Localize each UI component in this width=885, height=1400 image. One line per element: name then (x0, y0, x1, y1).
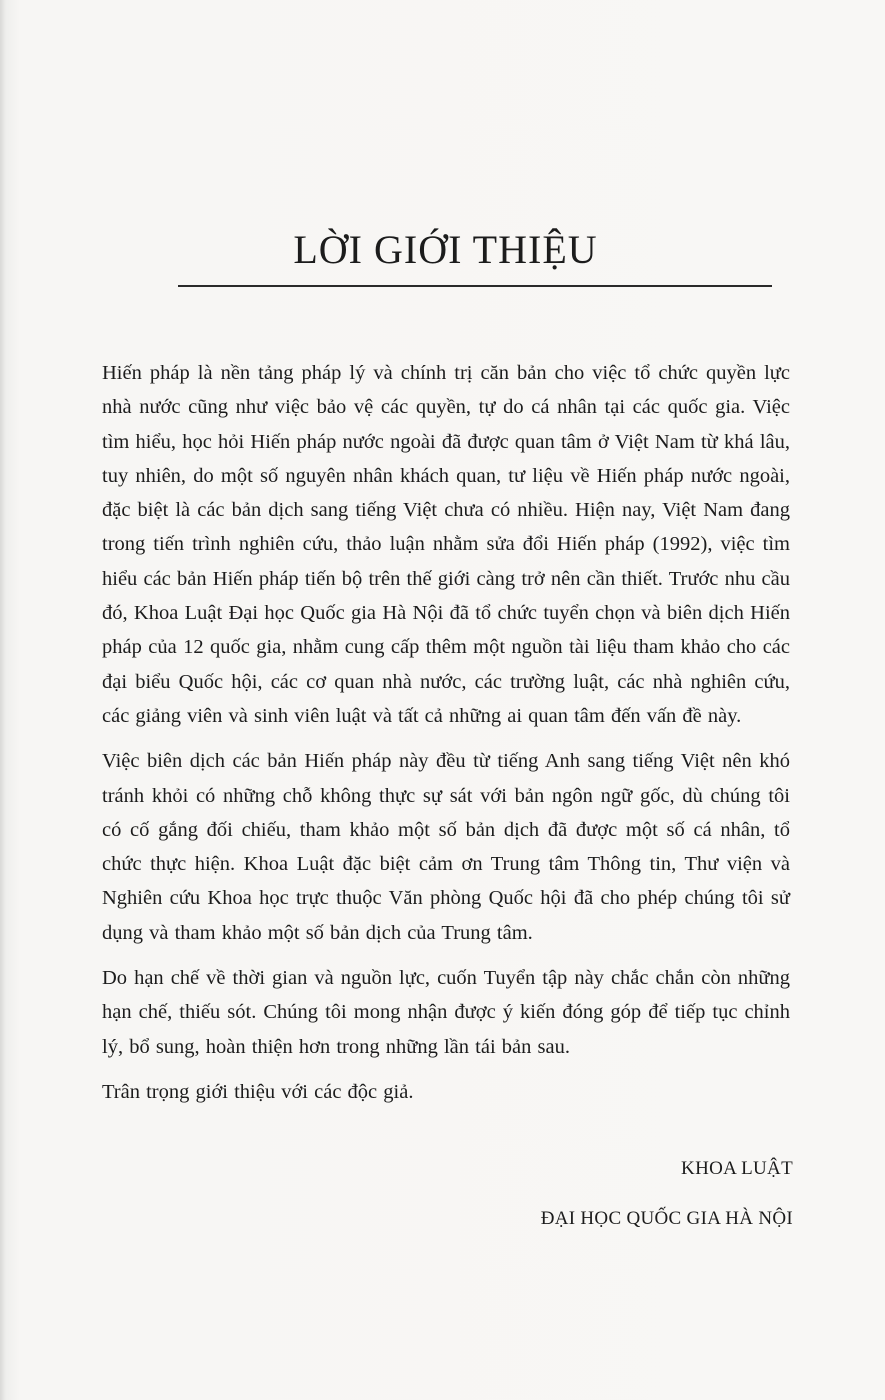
signature-faculty: KHOA LUẬT (681, 1158, 793, 1179)
paragraph-2: Việc biên dịch các bản Hiến pháp này đều từ tiếng Anh sang tiếng Việt nên khó tránh khỏi có những chỗ không thực sự sát với bản ngôn ngữ gốc, dù chúng tôi có cố gắng đối chiếu, tham khảo một số bản dịch đã được một số cá nhân, tổ chức thực hiện. Khoa Luật đặc biệt cảm ơn Trung tâm Thông tin, Thư viện và Nghiên cứu Khoa học trực thuộc Văn phòng Quốc hội đã cho phép chúng tôi sử dụng và tham khảo một số bản dịch của Trung tâm. (102, 750, 790, 944)
paragraph-1: Hiến pháp là nền tảng pháp lý và chính trị căn bản cho việc tổ chức quyền lực nhà nước cũng như việc bảo vệ các quyền, tự do cá nhân tại các quốc gia. Việc tìm hiểu, học hỏi Hiến pháp nước ngoài đã được quan tâm ở Việt Nam từ khá lâu, tuy nhiên, do một số nguyên nhân khách quan, tư liệu về Hiến pháp nước ngoài, đặc biệt là các bản dịch sang tiếng Việt chưa có nhiều. Hiện nay, Việt Nam đang trong tiến trình nghiên cứu, thảo luận nhằm sửa đổi Hiến pháp (1992), việc tìm hiểu các bản Hiến pháp tiến bộ trên thế giới càng trở nên cần thiết. Trước nhu cầu đó, Khoa Luật Đại học Quốc gia Hà Nội đã tổ chức tuyển chọn và biên dịch Hiến pháp của 12 quốc gia, nhằm cung cấp thêm một nguồn tài liệu tham khảo cho các đại biểu Quốc hội, các cơ quan nhà nước, các trường luật, các nhà nghiên cứu, các giảng viên và sinh viên luật và tất cả những ai quan tâm đến vấn đề này. (102, 362, 790, 727)
paragraph-3: Do hạn chế về thời gian và nguồn lực, cuốn Tuyển tập này chắc chắn còn những hạn chế, thiếu sót. Chúng tôi mong nhận được ý kiến đóng góp để tiếp tục chỉnh lý, bổ sung, hoàn thiện hơn trong những lần tái bản sau. (102, 967, 790, 1058)
introduction-body (102, 356, 790, 1120)
title-underline (178, 285, 772, 287)
paragraph-4: Trân trọng giới thiệu với các độc giả. (102, 1080, 414, 1103)
page-title: LỜI GIỚI THIỆU (293, 227, 598, 272)
signature-university: ĐẠI HỌC QUỐC GIA HÀ NỘI (540, 1208, 793, 1229)
